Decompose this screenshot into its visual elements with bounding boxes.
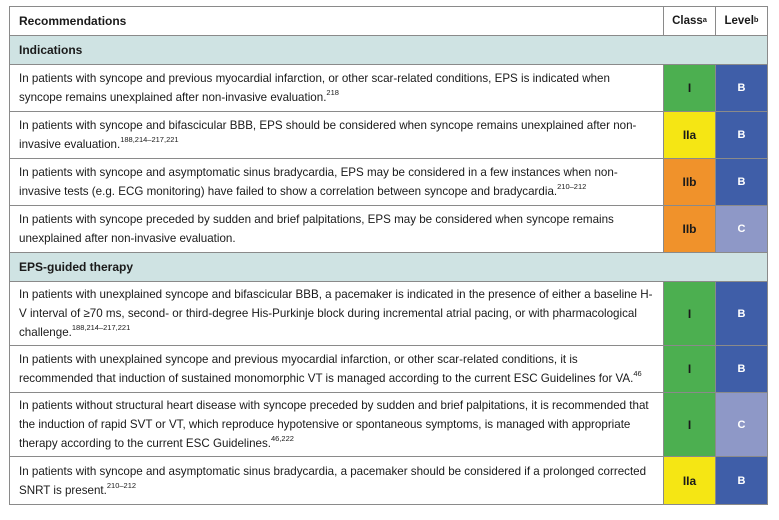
class-badge: IIb xyxy=(664,159,716,205)
level-badge: B xyxy=(716,112,767,158)
level-badge: B xyxy=(716,65,767,111)
table-row xyxy=(10,159,767,206)
class-badge: I xyxy=(664,346,716,392)
level-badge: B xyxy=(716,457,767,504)
recommendation-cell xyxy=(10,65,664,111)
section-heading-indications xyxy=(10,36,767,65)
reference: 218 xyxy=(326,88,339,98)
recommendation-text: In patients with syncope and asymptomatic sinus bradycardia, a pacemaker should be considered if a prolonged corrected SNRT is present. xyxy=(19,464,647,497)
recommendation-cell xyxy=(10,282,664,345)
table-row xyxy=(10,206,767,253)
recommendation-text: In patients with unexplained syncope and previous myocardial infarction, or other scar-related conditions, it is recommended that induction of sustained monomorphic VT is managed according to the current ESC Guidelines for VA. xyxy=(19,353,634,385)
level-badge: B xyxy=(716,282,767,345)
table-row xyxy=(10,282,767,346)
reference: 188,214–217,221 xyxy=(120,135,179,145)
recommendations-table xyxy=(9,6,768,505)
recommendation-text: In patients without structural heart disease with syncope preceded by sudden and brief palpitations, it is recommended that the induction of rapid SVT or VT, which reproduce hypotensive or spontaneous symptoms, is managed with appropriate therapy according to the current ESC Guidelines. xyxy=(19,399,649,450)
header-class-label: Class xyxy=(672,15,703,27)
recommendation-text: In patients with syncope and previous myocardial infarction, or other scar-related conditions, EPS is indicated when syncope remains unexplained after non-invasive evaluation. xyxy=(19,72,610,104)
header-recommendations xyxy=(10,7,664,35)
header-level-label: Level xyxy=(724,15,754,27)
level-badge: C xyxy=(716,206,767,252)
class-badge: IIa xyxy=(664,457,716,504)
table-row xyxy=(10,393,767,457)
reference: 210–212 xyxy=(557,182,587,192)
class-badge: I xyxy=(664,393,716,456)
class-badge: IIb xyxy=(664,206,716,252)
class-badge: I xyxy=(664,65,716,111)
level-badge: B xyxy=(716,346,767,392)
table-row xyxy=(10,112,767,159)
recommendation-cell xyxy=(10,393,664,456)
recommendation-cell xyxy=(10,346,664,392)
reference: 188,214–217,221 xyxy=(71,323,131,333)
class-badge: I xyxy=(664,282,716,345)
recommendation-text: In patients with syncope preceded by sudden and brief palpitations, EPS may be considered when syncope remains unexplained after non-invasive evaluation. xyxy=(19,213,614,245)
table-row xyxy=(10,346,767,393)
reference: 46 xyxy=(633,369,642,379)
level-badge: B xyxy=(716,159,767,205)
table-row xyxy=(10,457,767,505)
recommendation-cell xyxy=(10,159,664,205)
header-level: Level $^b$ xyxy=(716,7,767,35)
section-title: EPS-guided therapy xyxy=(19,260,134,274)
recommendation-cell xyxy=(10,112,664,158)
recommendation-text: In patients with syncope and asymptomatic sinus bradycardia, EPS may be considered in a few instances when non-invasive tests (e.g. ECG monitoring) have failed to show a correlation between syncope and bradycardia. xyxy=(19,166,618,198)
section-title: Indications xyxy=(19,43,83,57)
header-recommendations-label: Recommendations xyxy=(19,13,127,28)
section-heading-eps-guided-therapy xyxy=(10,253,767,282)
reference: 210–212 xyxy=(106,480,137,490)
recommendation-text: In patients with syncope and bifascicular BBB, EPS should be considered when syncope remains unexplained after non-invasive evaluation. xyxy=(19,119,637,151)
recommendation-cell xyxy=(10,457,664,504)
level-badge: C xyxy=(716,393,767,456)
reference: 46,222 xyxy=(270,434,294,444)
class-badge: IIa xyxy=(664,112,716,158)
recommendation-text: In patients with unexplained syncope and bifascicular BBB, a pacemaker is indicated in the presence of either a baseline H-V interval of ≥70 ms, second- or third-degree His-Purkinje block during incremental atrial pacing, or with pharmacological challenge. xyxy=(19,288,653,339)
table-header xyxy=(10,7,767,36)
header-class: Class $^a$ xyxy=(664,7,716,35)
table-row xyxy=(10,65,767,112)
recommendation-cell xyxy=(10,206,664,252)
